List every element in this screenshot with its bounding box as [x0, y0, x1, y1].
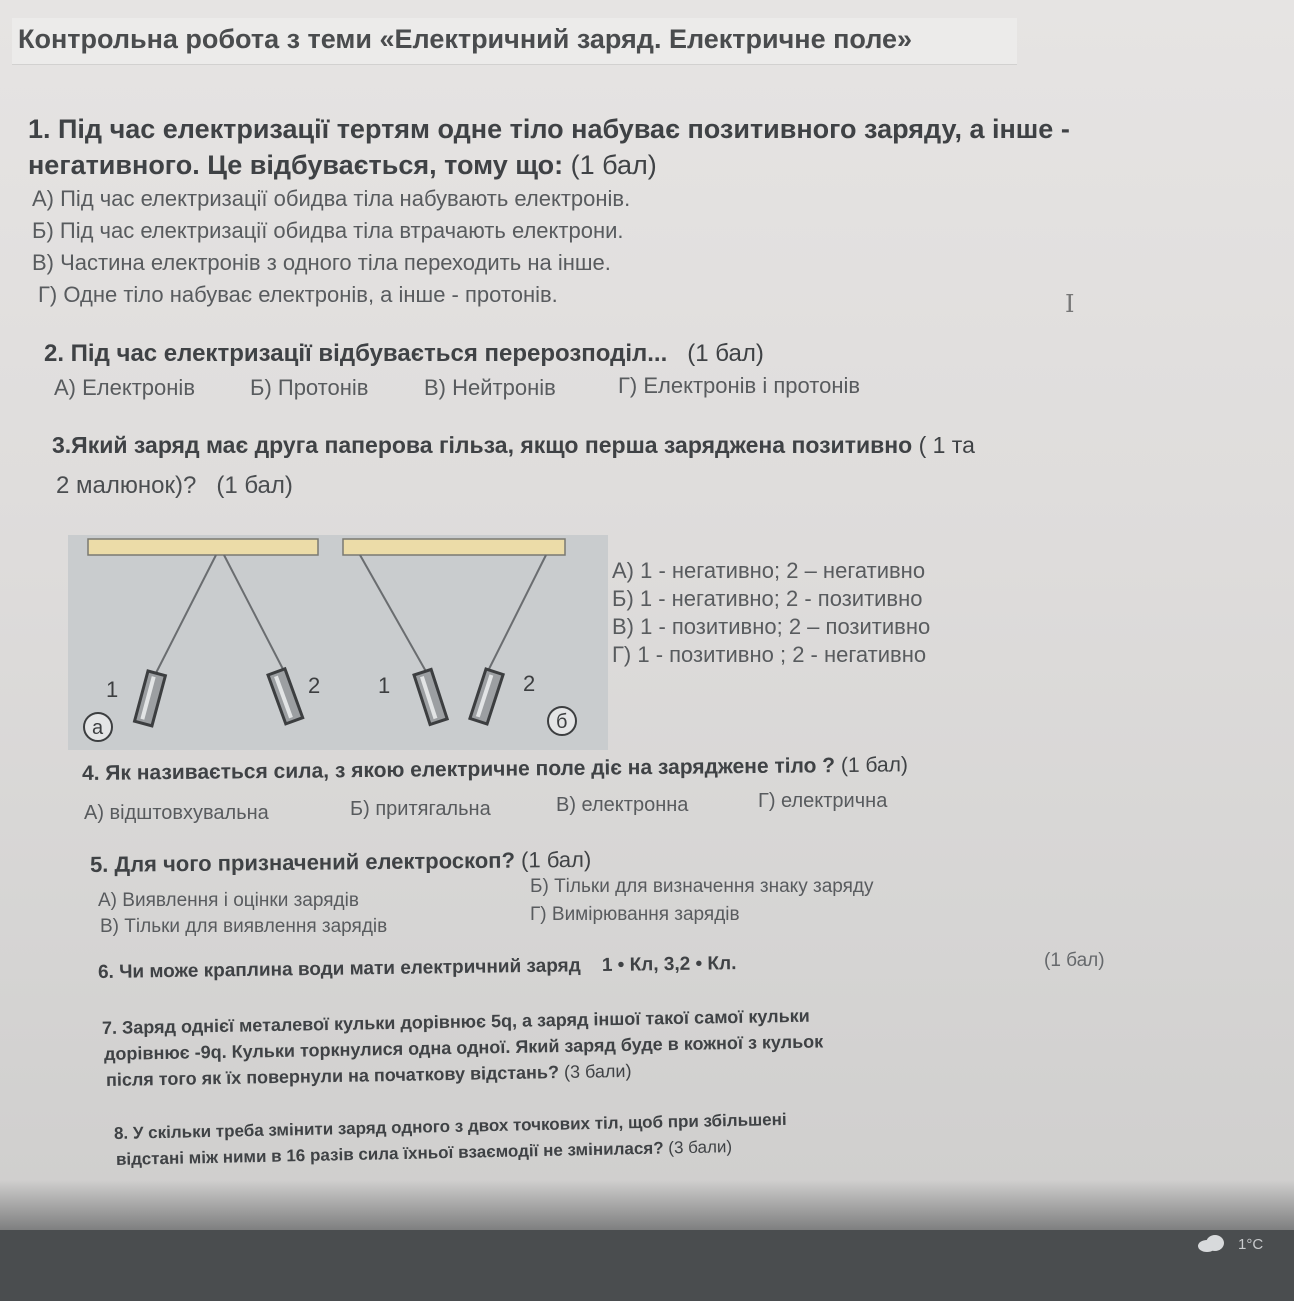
q4-points: (1 бал)	[840, 753, 909, 778]
q6-heading	[98, 953, 737, 984]
q2-option-d[interactable]: Г) Електронів і протонів	[618, 373, 861, 398]
q6-values: 1 • Кл, 3,2 • Кл.	[601, 953, 737, 976]
q6-points: (1 бал)	[1044, 950, 1105, 971]
q1-option-a[interactable]: А) Під час електризації обидва тіла набувають електронів.	[32, 186, 631, 211]
q5-points: (1 бал)	[520, 846, 592, 873]
q2-question-text: 2. Під час електризації відбувається перерозподіл...	[44, 340, 668, 367]
q5-option-a[interactable]: А) Виявлення і оцінки зарядів	[98, 890, 359, 911]
q2-option-a[interactable]: А) Електронів	[54, 375, 196, 400]
q3-line2-text: 2 малюнок)?	[56, 472, 197, 499]
q4-option-a[interactable]: А) відштовхувальна	[84, 802, 269, 824]
q5-option-c[interactable]: В) Тільки для виявлення зарядів	[100, 916, 388, 937]
q4-heading	[82, 753, 908, 786]
q3-option-d[interactable]: Г) 1 - позитивно ; 2 - негативно	[612, 642, 927, 667]
q3-points: (1 бал)	[216, 472, 293, 499]
q4-option-d[interactable]: Г) електрична	[758, 790, 888, 812]
q3-line1-tail: ( 1 та	[918, 432, 975, 458]
cloud-icon	[1196, 1232, 1226, 1254]
q3-question-text: 3.Який заряд має друга паперова гільза, якщо перша заряджена позитивно	[52, 432, 913, 458]
q2-option-c[interactable]: В) Нейтронів	[424, 375, 556, 400]
figure-a-label: а	[92, 717, 104, 739]
q1-option-c[interactable]: В) Частина електронів з одного тіла переходить на інше.	[32, 250, 611, 275]
figure-a-label-1: 1	[106, 677, 119, 702]
text-cursor-icon: I	[1065, 290, 1075, 318]
q7-points: (3 бали)	[563, 1060, 632, 1083]
q5-option-d[interactable]: Г) Вимірювання зарядів	[530, 904, 740, 925]
q1-question-text: негативного. Це відбувається, тому що:	[28, 150, 564, 180]
weather-temperature[interactable]: 1°C	[1238, 1236, 1264, 1253]
q5-heading	[90, 847, 592, 878]
q7-line2: дорівнює -9q. Кульки торкнулися одна одної. Який заряд буде в кожної з кульок	[103, 1031, 824, 1064]
q7-line1: 7. Заряд однієї металевої кульки дорівнює 5q, а заряд іншої такої самої кульки	[101, 1005, 810, 1038]
q5-question-text: 5. Для чого призначений електроскоп?	[89, 847, 516, 877]
figure-a-label-2: 2	[308, 673, 321, 698]
figure-b-label: б	[556, 711, 568, 733]
q3-option-b[interactable]: Б) 1 - негативно; 2 - позитивно	[612, 586, 923, 611]
figure-b-label-2: 2	[523, 671, 536, 696]
q4-option-b[interactable]: Б) притягальна	[350, 798, 491, 820]
q3-option-a[interactable]: А) 1 - негативно; 2 – негативно	[612, 558, 926, 583]
q1-option-b[interactable]: Б) Під час електризації обидва тіла втрачають електрони.	[32, 218, 624, 243]
q3-line2	[56, 472, 293, 500]
q2-points: (1 бал)	[687, 340, 764, 367]
figure-b-label-1: 1	[378, 673, 391, 698]
q8-line2	[116, 1137, 732, 1170]
q1-line1: 1. Під час електризації тертям одне тіло набуває позитивного заряду, а інше -	[28, 114, 1070, 144]
q8-line2-text: відстані між ними в 16 разів сила їхньої взаємодії не змінилася?	[115, 1138, 664, 1169]
q4-option-c[interactable]: В) електронна	[556, 794, 689, 816]
figure-a-bar	[88, 539, 318, 555]
q2-heading	[44, 340, 764, 368]
q6-question-text: 6. Чи може краплина води мати електричний заряд	[97, 955, 581, 983]
q4-question-text: 4. Як називається сила, з якою електричне поле діє на заряджене тіло ?	[81, 754, 836, 785]
q1-option-d[interactable]: Г) Одне тіло набуває електронів, а інше - протонів.	[38, 282, 558, 307]
q8-points: (3 бали)	[668, 1137, 733, 1158]
q3-line1	[52, 432, 975, 459]
q1-points: (1 бал)	[570, 150, 657, 180]
q8-line1: 8. У скільки треба змінити заряд одного з двох точкових тіл, щоб при збільшені	[113, 1109, 787, 1143]
q2-option-b[interactable]: Б) Протонів	[250, 375, 369, 400]
figure-b-bar	[343, 539, 565, 555]
page-title: Контрольна робота з теми «Електричний заряд. Електричне поле»	[18, 24, 913, 54]
q7-line3	[106, 1061, 632, 1091]
q5-option-b[interactable]: Б) Тільки для визначення знаку заряду	[530, 876, 874, 897]
q1-line2	[28, 150, 657, 181]
q3-option-c[interactable]: В) 1 - позитивно; 2 – позитивно	[612, 614, 931, 639]
q7-line3-text: після того як їх повернули на початкову відстань?	[105, 1062, 560, 1090]
paper-sleeves-figure	[68, 535, 608, 750]
